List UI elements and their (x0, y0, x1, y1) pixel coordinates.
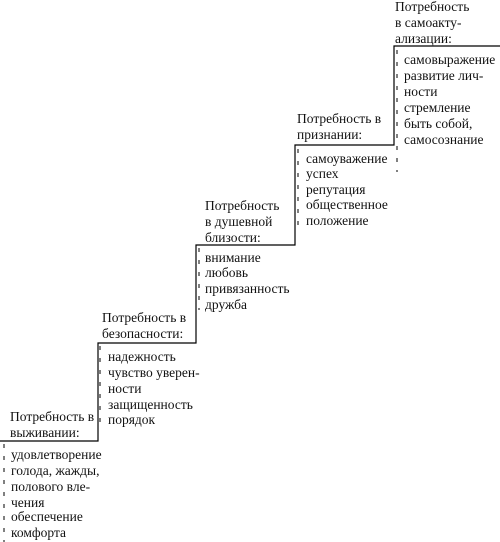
level1-item-2: обеспечение комфорта (11, 509, 83, 540)
level3-item-1: внимание (205, 250, 261, 265)
level5-heading: Потребность в самоакту- ализации: (395, 0, 470, 46)
level3-item-4: дружба (205, 297, 248, 312)
level2-item-3: защищенность (108, 397, 193, 412)
level5-item-3: стремление быть собой, самосознание (404, 100, 484, 147)
level4-heading: Потребность в признании: (297, 111, 382, 142)
level1-heading: Потребность в выживании: (10, 409, 95, 440)
level2-item-1: надежность (108, 349, 176, 364)
level1-item-1: удовлетворение голода, жажды, полового вле- чения (11, 447, 102, 510)
level3-item-3: привязанность (205, 281, 290, 296)
level3-item-2: любовь (205, 265, 248, 280)
level2-heading: Потребность в безопасности: (102, 310, 187, 341)
level3-heading: Потребность в душевной близости: (205, 198, 280, 245)
level4-item-3: репутация (306, 182, 366, 197)
level2-item-4: порядок (108, 412, 156, 427)
level2-item-2: чувство уверен- ности (108, 365, 200, 396)
level4-item-1: самоуважение (306, 151, 388, 166)
level4-item-2: успех (306, 166, 339, 181)
level4-item-4: общественное положение (306, 197, 388, 228)
level5-item-2: развитие лич- ности (404, 68, 484, 99)
level5-item-1: самовыражение (404, 52, 496, 67)
